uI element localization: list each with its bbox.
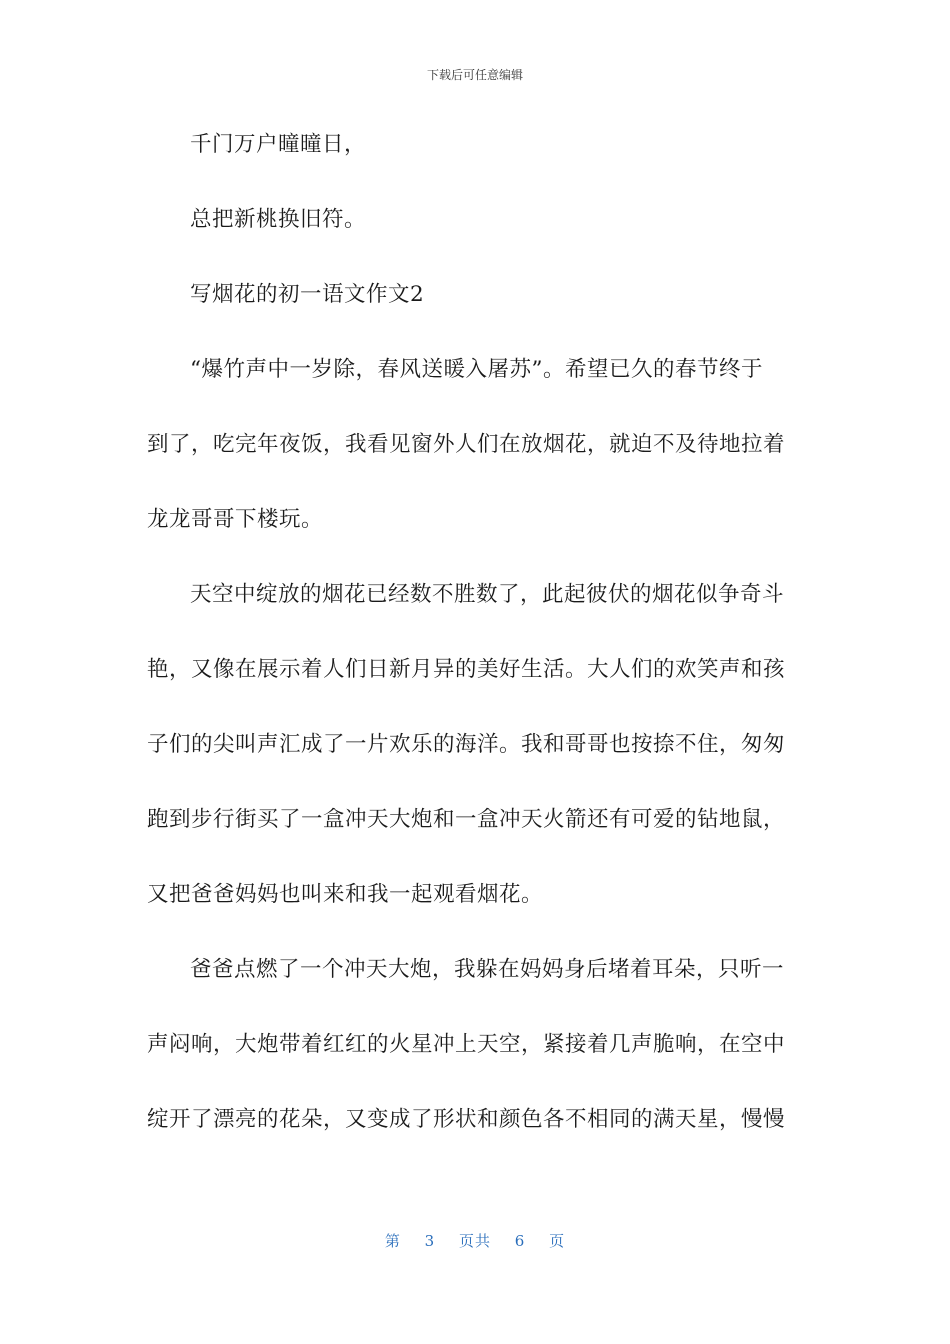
paragraph-line: 龙龙哥哥下楼玩。	[147, 507, 324, 532]
page-label-prefix: 第	[384, 1232, 401, 1250]
total-pages-number: 6	[514, 1232, 526, 1250]
poem-line: 总把新桃换旧符。	[190, 207, 367, 232]
paragraph-line: “爆竹声中一岁除，春风送暖入屠苏”。希望已久的春节终于	[190, 357, 763, 382]
document-body	[147, 126, 797, 1139]
paragraph-line: 跑到步行街买了一盒冲天大炮和一盒冲天火箭还有可爱的钻地鼠，	[147, 807, 786, 832]
paragraph-line: 子们的尖叫声汇成了一片欢乐的海洋。我和哥哥也按捺不住，匆匆	[147, 732, 786, 757]
poem-line: 千门万户曈曈日，	[190, 132, 367, 157]
paragraph-line: 爸爸点燃了一个冲天大炮，我躲在妈妈身后堵着耳朵，只听一	[190, 957, 785, 982]
paragraph-line: 艳，又像在展示着人们日新月异的美好生活。大人们的欢笑声和孩	[147, 657, 786, 682]
paragraph-line: 绽开了漂亮的花朵，又变成了形状和颜色各不相同的满天星，慢慢	[147, 1107, 786, 1132]
paragraph-line: 天空中绽放的烟花已经数不胜数了，此起彼伏的烟花似争奇斗	[190, 582, 785, 607]
paragraph-line: 声闷响，大炮带着红红的火星冲上天空，紧接着几声脆响，在空中	[147, 1032, 786, 1057]
paragraph-line: 到了，吃完年夜饭，我看见窗外人们在放烟花，就迫不及待地拉着	[147, 432, 786, 457]
page-header-note: 下载后可任意编辑	[426, 68, 523, 82]
page-label-suffix: 页	[549, 1232, 566, 1250]
essay-title: 写烟花的初一语文作文2	[190, 282, 425, 307]
page-label-mid: 页共	[458, 1232, 491, 1250]
page-number-footer	[0, 1230, 950, 1251]
current-page-number: 3	[424, 1232, 436, 1250]
paragraph-line: 又把爸爸妈妈也叫来和我一起观看烟花。	[147, 882, 544, 907]
